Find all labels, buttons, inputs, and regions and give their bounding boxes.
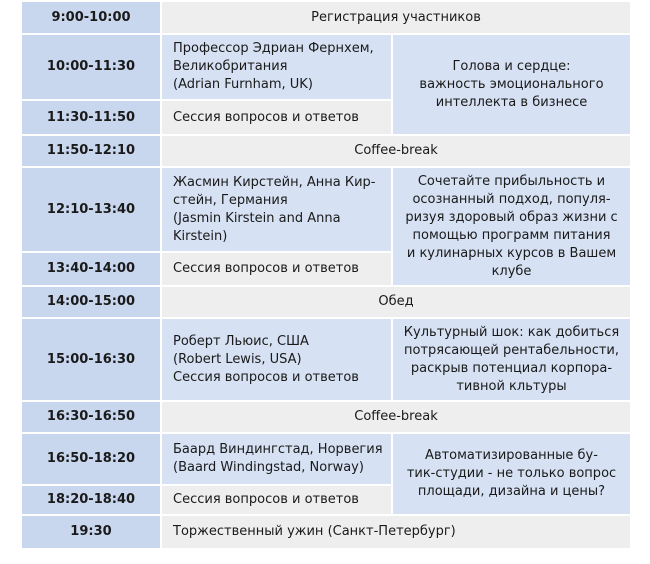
time-cell: 12:10-13:40: [22, 168, 160, 251]
coffee-break-cell: Coffee-break: [162, 402, 630, 432]
time-cell: 10:00-11:30: [22, 35, 160, 99]
speaker-cell: Баард Виндингстад, Норвегия (Baard Windingstad, Norway): [162, 434, 391, 484]
time-cell: 13:40-14:00: [22, 253, 160, 285]
speaker-cell: Роберт Льюис, США (Robert Lewis, USA) Сессия вопросов и ответов: [162, 319, 391, 400]
lunch-cell: Обед: [162, 287, 630, 317]
time-cell: 14:00-15:00: [22, 287, 160, 317]
coffee-break-cell: Coffee-break: [162, 136, 630, 166]
speaker-cell: Профессор Эдриан Фернхем, Великобритания (Adrian Furnham, UK): [162, 35, 391, 99]
speaker-cell: Жасмин Кирстейн, Анна Кир- стейн, Германия (Jasmin Kirstein and Anna Kirstein): [162, 168, 391, 251]
qa-session-cell: Сессия вопросов и ответов: [162, 101, 391, 134]
topic-cell: Культурный шок: как добиться потрясающей рентабельности, раскрыв потенциал корпора- тивной кльтуры: [393, 319, 630, 400]
time-cell: 11:50-12:10: [22, 136, 160, 166]
time-cell: 19:30: [22, 516, 160, 548]
time-cell: 11:30-11:50: [22, 101, 160, 134]
registration-cell: Регистрация участников: [162, 2, 630, 33]
time-cell: 18:20-18:40: [22, 486, 160, 514]
dinner-cell: Торжественный ужин (Санкт-Петербург): [162, 516, 630, 548]
topic-cell: Голова и сердце: важность эмоционального интеллекта в бизнесе: [393, 35, 630, 134]
qa-session-cell: Сессия вопросов и ответов: [162, 253, 391, 285]
topic-cell: Автоматизированные бу- тик-студии - не только вопрос площади, дизайна и цены?: [393, 434, 630, 514]
time-cell: 16:30-16:50: [22, 402, 160, 432]
time-cell: 15:00-16:30: [22, 319, 160, 400]
qa-session-cell: Сессия вопросов и ответов: [162, 486, 391, 514]
time-cell: 16:50-18:20: [22, 434, 160, 484]
topic-cell: Сочетайте прибыльность и осознанный подход, популя- ризуя здоровый образ жизни с помощью программ питания и кулинарных курсов в Вашем клубе: [393, 168, 630, 285]
time-cell: 9:00-10:00: [22, 2, 160, 33]
